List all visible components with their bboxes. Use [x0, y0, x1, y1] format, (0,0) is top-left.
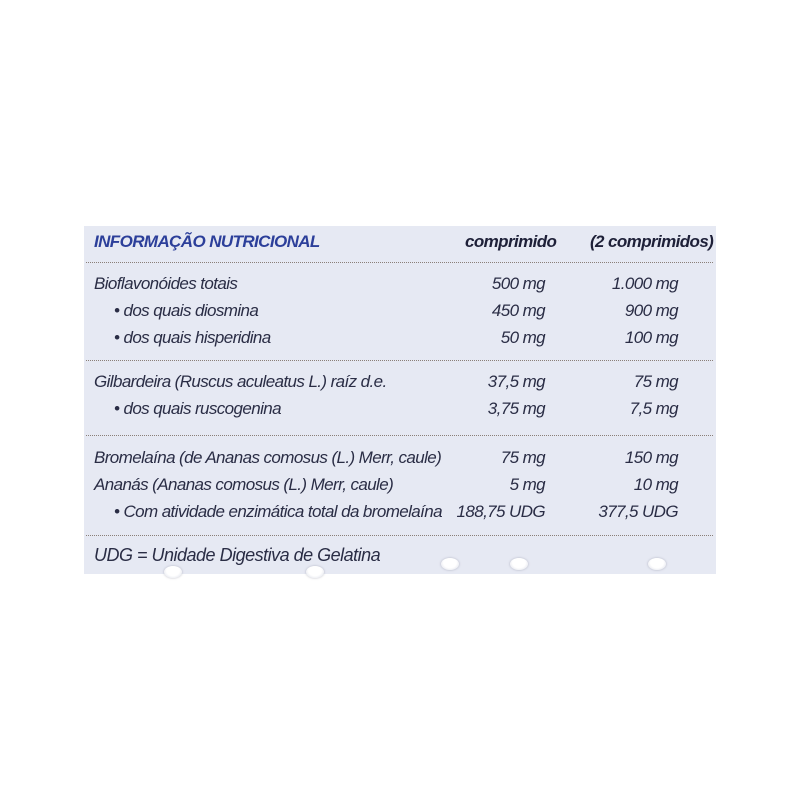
- nutrition-title: INFORMAÇÃO NUTRICIONAL: [94, 232, 320, 251]
- nutrient-value-two-tablets: 100 mg: [624, 328, 678, 347]
- nutrient-value-two-tablets: 900 mg: [624, 301, 678, 320]
- nutrient-value-per-tablet: 75 mg: [500, 448, 545, 467]
- nutrient-value-per-tablet: 3,75 mg: [487, 399, 545, 418]
- nutrient-value-two-tablets: 377,5 UDG: [598, 502, 678, 521]
- blister-hole: [164, 566, 182, 578]
- nutrient-value-two-tablets: 10 mg: [633, 475, 678, 494]
- nutrient-value-per-tablet: 5 mg: [509, 475, 545, 494]
- nutrient-row: [84, 328, 716, 354]
- nutrient-row: [84, 448, 716, 474]
- nutrient-value-per-tablet: 37,5 mg: [487, 372, 545, 391]
- nutrient-value-two-tablets: 75 mg: [633, 372, 678, 391]
- divider: [86, 435, 713, 436]
- nutrient-row: [84, 274, 716, 300]
- blister-hole: [441, 558, 459, 570]
- nutrition-label: [84, 226, 716, 574]
- divider: [86, 360, 713, 361]
- blister-hole: [510, 558, 528, 570]
- nutrient-row: [84, 502, 716, 528]
- column-header-per-tablet: comprimido: [465, 232, 557, 251]
- nutrient-value-per-tablet: 450 mg: [491, 301, 545, 320]
- blister-hole: [306, 566, 324, 578]
- divider: [86, 535, 713, 536]
- nutrient-name: Gilbardeira (Ruscus aculeatus L.) raíz d.e.: [94, 372, 387, 391]
- nutrient-name: • Com atividade enzimática total da bromelaína: [114, 502, 442, 521]
- blister-hole: [648, 558, 666, 570]
- nutrient-name: • dos quais ruscogenina: [114, 399, 281, 418]
- nutrient-name: Ananás (Ananas comosus (L.) Merr, caule): [94, 475, 394, 494]
- column-header-two-tablets: (2 comprimidos): [590, 232, 714, 251]
- divider: [86, 262, 713, 263]
- nutrition-header: [84, 232, 716, 258]
- nutrient-value-per-tablet: 188,75 UDG: [456, 502, 545, 521]
- nutrient-row: [84, 475, 716, 501]
- nutrient-value-two-tablets: 1.000 mg: [611, 274, 678, 293]
- nutrient-name: • dos quais diosmina: [114, 301, 259, 320]
- nutrient-row: [84, 372, 716, 398]
- nutrient-value-two-tablets: 150 mg: [624, 448, 678, 467]
- nutrient-name: Bromelaína (de Ananas comosus (L.) Merr, caule): [94, 448, 442, 467]
- nutrient-value-two-tablets: 7,5 mg: [629, 399, 678, 418]
- nutrient-value-per-tablet: 50 mg: [500, 328, 545, 347]
- nutrient-name: • dos quais hisperidina: [114, 328, 271, 347]
- nutrient-row: [84, 301, 716, 327]
- nutrient-name: Bioflavonóides totais: [94, 274, 238, 293]
- footnote: UDG = Unidade Digestiva de Gelatina: [94, 545, 381, 565]
- nutrient-row: [84, 399, 716, 425]
- nutrient-value-per-tablet: 500 mg: [491, 274, 545, 293]
